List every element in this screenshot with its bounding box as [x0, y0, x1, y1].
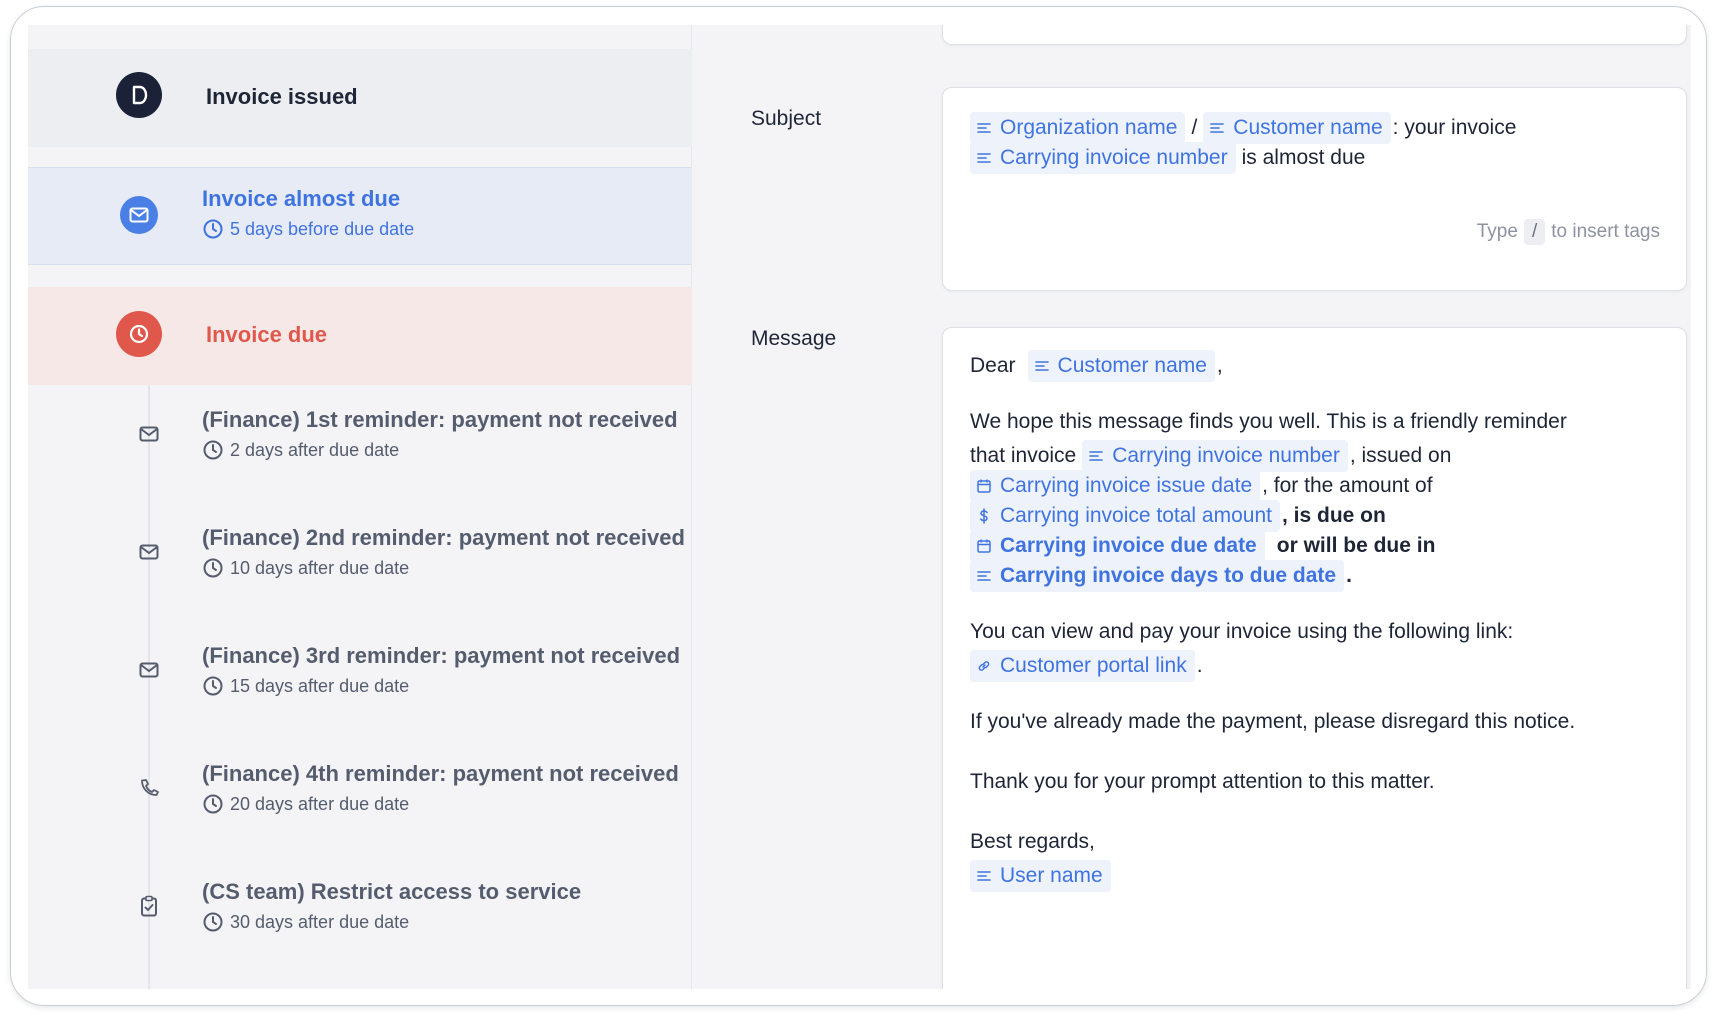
- document-icon: [116, 72, 162, 118]
- text-lines-icon: [1088, 448, 1104, 464]
- tag-customer-portal-link[interactable]: [970, 650, 1195, 682]
- timing-text: 10 days after due date: [230, 557, 410, 578]
- slash-key-badge: /: [1524, 219, 1545, 245]
- timeline-item-title: (Finance) 2nd reminder: payment not received: [202, 525, 685, 550]
- hint-text: Type: [1476, 221, 1518, 242]
- mail-icon: [136, 421, 162, 447]
- text-lines-icon: [1209, 120, 1225, 136]
- timeline-item-reminder-2[interactable]: [28, 525, 692, 615]
- timing-text: 30 days after due date: [230, 911, 410, 932]
- timeline-panel: [28, 25, 692, 989]
- timeline-item-timing: [202, 911, 409, 933]
- text-lines-icon: [1034, 358, 1050, 374]
- message-editor[interactable]: [942, 327, 1687, 989]
- hint-text: to insert tags: [1551, 221, 1660, 242]
- tag-organization-name[interactable]: [970, 112, 1185, 144]
- message-line: [970, 650, 1203, 682]
- mail-icon: [136, 539, 162, 565]
- tag-label: Carrying invoice number: [1112, 444, 1340, 467]
- tag-label: Carrying invoice number: [1000, 146, 1228, 169]
- timeline-item-reminder-5[interactable]: [28, 879, 692, 969]
- subject-text: is almost due: [1241, 146, 1366, 169]
- message-line: [970, 860, 1117, 892]
- message-text: .: [1196, 654, 1203, 677]
- clipboard-check-icon: [136, 893, 162, 919]
- message-line: [970, 440, 1451, 472]
- text-lines-icon: [976, 868, 992, 884]
- insert-tags-hint: [1477, 219, 1660, 245]
- message-text: .: [1346, 564, 1352, 587]
- tag-label: Customer name: [1057, 354, 1207, 377]
- clock-icon: [202, 557, 224, 579]
- clock-icon: [202, 675, 224, 697]
- timeline-item-timing: [202, 439, 399, 461]
- message-line: [970, 470, 1433, 502]
- subject-label: Subject: [751, 107, 822, 130]
- timing-text: 5 days before due date: [230, 218, 415, 239]
- tag-customer-name[interactable]: [1203, 112, 1390, 144]
- tag-label: Customer portal link: [1000, 654, 1187, 677]
- timeline-item-timing: [202, 675, 409, 697]
- text-lines-icon: [976, 120, 992, 136]
- clock-icon: [202, 793, 224, 815]
- timeline-item-reminder-1[interactable]: [28, 407, 692, 497]
- message-line: [970, 350, 1223, 382]
- clock-icon: [116, 311, 162, 357]
- tag-label: Carrying invoice issue date: [1000, 474, 1253, 497]
- email-editor-panel: [692, 25, 1691, 989]
- tag-label: Customer name: [1233, 116, 1383, 139]
- message-text: , for the amount of: [1262, 474, 1433, 497]
- timeline-item-title: (Finance) 3rd reminder: payment not received: [202, 643, 681, 668]
- tag-carrying-invoice-days-to-due-date[interactable]: [970, 560, 1344, 592]
- subject-input[interactable]: [942, 87, 1687, 291]
- timeline-item-timing: [202, 793, 409, 815]
- timeline-item-title: Invoice due: [206, 322, 328, 347]
- message-line: [970, 620, 1513, 644]
- timeline-item-invoice-issued[interactable]: [28, 49, 692, 147]
- content-area: [28, 25, 1691, 989]
- phone-icon: [136, 775, 162, 801]
- message-text: that invoice: [970, 444, 1077, 467]
- message-text: You can view and pay your invoice using the following link:: [970, 620, 1514, 643]
- message-text: or will be due in: [1276, 534, 1436, 557]
- subject-line-2: [970, 142, 1365, 174]
- message-line: [970, 560, 1352, 592]
- message-text: , issued on: [1349, 444, 1452, 467]
- timeline-item-reminder-3[interactable]: [28, 643, 692, 733]
- previous-field-card: [942, 25, 1687, 45]
- message-text: Thank you for your prompt attention to this matter.: [970, 770, 1435, 793]
- separator-text: /: [1191, 116, 1198, 139]
- message-line: [970, 770, 1435, 794]
- message-label: Message: [751, 327, 837, 350]
- tag-label: Carrying invoice days to due date: [1000, 564, 1337, 587]
- timeline-item-title: (Finance) 4th reminder: payment not received: [202, 761, 679, 786]
- message-line: [970, 830, 1095, 854]
- dollar-icon: [976, 508, 992, 524]
- clock-icon: [202, 439, 224, 461]
- tag-label: Organization name: [1000, 116, 1178, 139]
- clock-icon: [202, 911, 224, 933]
- mail-icon: [136, 657, 162, 683]
- tag-carrying-invoice-due-date[interactable]: [970, 530, 1265, 562]
- tag-label: User name: [1000, 864, 1103, 887]
- timeline-item-title: (Finance) 1st reminder: payment not received: [202, 407, 678, 432]
- tag-carrying-invoice-number[interactable]: [970, 142, 1236, 174]
- timeline-item-title: (CS team) Restrict access to service: [202, 879, 582, 904]
- tag-carrying-invoice-number[interactable]: [1082, 440, 1348, 472]
- timeline-item-invoice-due[interactable]: [28, 287, 692, 385]
- tag-label: Carrying invoice due date: [1000, 534, 1257, 557]
- text-lines-icon: [976, 150, 992, 166]
- message-text: If you've already made the payment, please disregard this notice.: [970, 710, 1576, 733]
- calendar-icon: [976, 538, 992, 554]
- timeline-item-timing: [202, 218, 414, 240]
- subject-text: : your invoice: [1392, 116, 1517, 139]
- text-lines-icon: [976, 568, 992, 584]
- mail-icon: [120, 196, 158, 234]
- message-text: , is due on: [1281, 504, 1386, 527]
- message-text: We hope this message finds you well. This is a friendly reminder: [970, 410, 1567, 433]
- tag-customer-name[interactable]: [1028, 350, 1215, 382]
- timeline-item-timing: [202, 557, 409, 579]
- timeline-item-invoice-almost-due[interactable]: [28, 167, 692, 265]
- tag-user-name[interactable]: [970, 860, 1111, 892]
- tag-carrying-invoice-issue-date[interactable]: [970, 470, 1260, 502]
- subject-line-1: [970, 112, 1516, 144]
- timeline-item-title: Invoice issued: [206, 84, 358, 109]
- tag-label: Carrying invoice total amount: [1000, 504, 1272, 527]
- message-line: [970, 530, 1435, 562]
- message-text: ,: [1216, 354, 1223, 377]
- message-text: Best regards,: [970, 830, 1095, 853]
- message-line: [970, 710, 1575, 734]
- app-window: [10, 6, 1707, 1006]
- tag-carrying-invoice-total-amount[interactable]: [970, 500, 1280, 532]
- timing-text: 15 days after due date: [230, 675, 410, 696]
- message-line: [970, 500, 1386, 532]
- message-text: Dear: [970, 354, 1016, 377]
- message-line: [970, 410, 1567, 434]
- clock-icon: [202, 218, 224, 240]
- timeline-item-reminder-4[interactable]: [28, 761, 692, 851]
- timeline-item-title: Invoice almost due: [202, 186, 401, 211]
- timing-text: 2 days after due date: [230, 439, 400, 460]
- calendar-icon: [976, 478, 992, 494]
- link-icon: [976, 658, 992, 674]
- timing-text: 20 days after due date: [230, 793, 410, 814]
